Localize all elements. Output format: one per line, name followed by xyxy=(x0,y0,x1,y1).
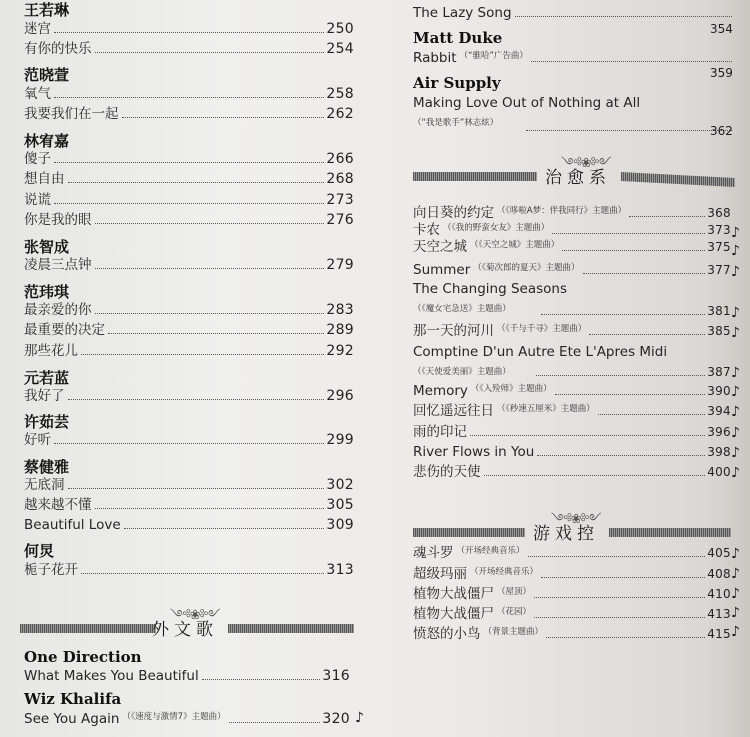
flourish-icon: ༺❀༻ xyxy=(561,156,611,171)
song-title: 说谎 xyxy=(24,192,51,208)
leader-dots xyxy=(546,636,705,638)
song-title: 最亲爱的你 xyxy=(24,302,92,318)
artist-heading: 林宥嘉 xyxy=(24,132,70,150)
toc-entry[interactable] xyxy=(413,402,731,420)
section-title: 治愈系 xyxy=(545,168,611,188)
song-note: （《我的野蛮女友》主题曲） xyxy=(443,223,550,233)
page-number: 362 xyxy=(710,124,733,138)
artist-heading: Wiz Khalifa xyxy=(24,690,122,708)
leader-dots xyxy=(54,202,324,204)
toc-entry[interactable] xyxy=(24,496,354,514)
song-title: Beautiful Love xyxy=(24,517,121,533)
leader-dots xyxy=(68,398,325,400)
song-note: （《秒速五厘米》主题曲） xyxy=(497,404,595,414)
song-title: 天空之城 xyxy=(413,239,467,255)
toc-entry[interactable] xyxy=(413,443,731,461)
music-note-icon: ♪ xyxy=(731,566,740,582)
toc-entry[interactable] xyxy=(24,342,354,360)
song-note: （屋顶） xyxy=(497,587,532,597)
music-note-icon: ♪ xyxy=(731,425,740,441)
page-number: 390 xyxy=(707,384,731,398)
page-number: 254 xyxy=(326,41,354,57)
leader-dots xyxy=(583,272,706,274)
flourish-icon: ༺❀༻ xyxy=(551,512,601,527)
leader-dots xyxy=(54,31,324,33)
song-note: （花园） xyxy=(497,607,532,617)
song-title: 最重要的决定 xyxy=(24,322,105,338)
leader-dots xyxy=(54,442,324,444)
section-header-games xyxy=(413,506,735,546)
song-title: River Flows in You xyxy=(413,444,535,460)
song-title: 回忆遥远往日 xyxy=(413,403,494,419)
artist-heading: 范玮琪 xyxy=(24,283,70,301)
song-title: Comptine D'un Autre Ete L'Apres Midi xyxy=(413,344,668,360)
song-title: 我好了 xyxy=(24,388,65,404)
section-bar xyxy=(609,528,731,537)
toc-entry[interactable] xyxy=(413,463,731,481)
music-note-icon: ♪ xyxy=(731,445,740,461)
section-bar xyxy=(413,528,525,537)
toc-entry[interactable] xyxy=(24,40,354,58)
leader-dots xyxy=(589,333,705,335)
song-note: （《天空之城》主题曲） xyxy=(470,240,560,250)
leader-dots xyxy=(629,215,705,217)
leader-dots xyxy=(526,129,732,131)
page-number: 359 xyxy=(710,66,733,80)
page-number: 381 xyxy=(707,304,731,318)
song-title: 你是我的眼 xyxy=(24,212,92,228)
section-header-foreign xyxy=(24,602,354,642)
song-title: The Lazy Song xyxy=(413,5,512,21)
toc-entry[interactable] xyxy=(413,382,731,400)
song-title: 栀子花开 xyxy=(24,562,78,578)
toc-entry[interactable] xyxy=(24,667,350,685)
song-title: Memory xyxy=(413,383,468,399)
song-title: Making Love Out of Nothing at All xyxy=(413,95,641,111)
toc-entry[interactable] xyxy=(413,280,731,298)
leader-line xyxy=(538,302,731,320)
song-title: 有你的快乐 xyxy=(24,41,92,57)
song-note: （“我是歌手”林志炫） xyxy=(413,118,499,128)
toc-entry[interactable] xyxy=(413,343,735,361)
toc-entry[interactable] xyxy=(413,585,731,603)
page-number: 273 xyxy=(326,192,354,208)
song-title: 越来越不懂 xyxy=(24,497,92,513)
song-title: Rabbit xyxy=(413,50,457,66)
leader-dots xyxy=(124,527,325,529)
leader-dots xyxy=(95,312,325,314)
leader-dots xyxy=(81,572,324,574)
leader-dots xyxy=(68,487,325,489)
page-number: 354 xyxy=(710,22,733,36)
toc-entry[interactable] xyxy=(413,238,731,256)
song-title: 傻子 xyxy=(24,151,51,167)
page-number: 410 xyxy=(707,587,731,601)
page-number: 405 xyxy=(707,546,731,560)
page-number: 292 xyxy=(326,343,354,359)
song-note: （背景主题曲） xyxy=(483,627,544,637)
song-title: 悲伤的天使 xyxy=(413,464,481,480)
leader-dots xyxy=(555,393,706,395)
artist-heading: Matt Duke xyxy=(413,29,503,47)
song-note: （《菊次郎的夏天》主题曲） xyxy=(473,263,580,273)
toc-entry[interactable] xyxy=(413,322,731,340)
leader-dots xyxy=(95,507,325,509)
page-number: 400 xyxy=(707,465,731,479)
leader-dots xyxy=(534,616,705,618)
music-note-icon: ♪ xyxy=(731,243,740,259)
music-note-icon: ♪ xyxy=(731,586,740,602)
page-number: 316 xyxy=(322,668,350,684)
toc-entry[interactable] xyxy=(24,301,354,319)
toc-entry[interactable] xyxy=(413,4,735,22)
music-note-icon: ♪ xyxy=(731,605,740,621)
music-note-icon: ♪ xyxy=(731,305,740,321)
music-note-icon: ♪ xyxy=(731,225,740,241)
toc-entry[interactable] xyxy=(413,544,731,562)
music-note-icon: ♪ xyxy=(731,365,740,381)
toc-entry[interactable] xyxy=(24,150,354,168)
music-note-icon: ♪ xyxy=(731,624,740,640)
artist-heading: 何炅 xyxy=(24,542,55,560)
leader-dots xyxy=(54,161,324,163)
leader-dots xyxy=(229,721,321,723)
page-number: 375 xyxy=(707,240,731,254)
page-number: 283 xyxy=(326,302,354,318)
page-number: 266 xyxy=(326,151,354,167)
leader-dots xyxy=(515,15,732,17)
toc-entry[interactable] xyxy=(413,625,731,643)
page-number: 396 xyxy=(707,425,731,439)
leader-dots xyxy=(202,678,321,680)
artist-heading: Air Supply xyxy=(413,74,501,92)
page-number: 309 xyxy=(326,517,354,533)
music-note-icon: ♪ xyxy=(731,384,740,400)
leader-dots xyxy=(531,60,732,62)
section-bar xyxy=(20,624,156,633)
music-note-icon: ♪ xyxy=(731,264,740,280)
toc-entry[interactable] xyxy=(24,256,354,274)
page-number: 320 xyxy=(322,711,350,727)
leader-dots xyxy=(537,454,705,456)
artist-heading: 元若蓝 xyxy=(24,369,70,387)
song-title: 魂斗罗 xyxy=(413,545,454,561)
song-title: 植物大战僵尸 xyxy=(413,606,494,622)
song-note: （《速度与激情7》主题曲） xyxy=(122,712,226,722)
leader-line xyxy=(523,118,735,136)
artist-heading: 王若琳 xyxy=(24,1,70,19)
page-number: 398 xyxy=(707,445,731,459)
song-note: （“骓哈”广告曲） xyxy=(459,51,528,61)
song-note: （开场经典音乐） xyxy=(456,546,525,556)
song-title: 无底洞 xyxy=(24,477,65,493)
toc-entry[interactable] xyxy=(24,191,354,209)
page-number: 385 xyxy=(707,324,731,338)
leader-dots xyxy=(68,181,325,183)
leader-dots xyxy=(470,434,705,436)
leader-dots xyxy=(528,555,706,557)
song-title: 我要我们在一起 xyxy=(24,106,119,122)
toc-entry[interactable] xyxy=(413,423,731,441)
flourish-icon: ༺❀༻ xyxy=(170,608,220,623)
page-number: 368 xyxy=(707,206,731,220)
artist-heading: 张智成 xyxy=(24,238,70,256)
music-note-icon: ♪ xyxy=(731,404,740,420)
leader-dots xyxy=(598,413,705,415)
page-number: 413 xyxy=(707,607,731,621)
song-title: 那一天的河川 xyxy=(413,323,494,339)
leader-dots xyxy=(95,51,325,53)
toc-entry[interactable] xyxy=(24,105,354,123)
page-number: 387 xyxy=(707,365,731,379)
page-number: 296 xyxy=(326,388,354,404)
page-number: 394 xyxy=(707,404,731,418)
toc-entry[interactable] xyxy=(24,476,354,494)
leader-dots xyxy=(95,267,325,269)
song-title: What Makes You Beautiful xyxy=(24,668,199,684)
artist-heading: 蔡健雅 xyxy=(24,458,70,476)
section-bar xyxy=(228,624,354,633)
song-title: 那些花儿 xyxy=(24,343,78,359)
toc-entry[interactable] xyxy=(24,561,354,579)
leader-dots xyxy=(536,374,705,376)
song-title: 凌晨三点钟 xyxy=(24,257,92,273)
page-number: 268 xyxy=(326,171,354,187)
song-title: 卡农 xyxy=(413,222,440,238)
section-title: 外文歌 xyxy=(152,620,218,640)
song-title: 超级玛丽 xyxy=(413,566,467,582)
music-note-icon: ♪ xyxy=(731,325,740,341)
page-number: 377 xyxy=(707,263,731,277)
toc-entry[interactable] xyxy=(24,170,354,188)
toc-entry[interactable] xyxy=(413,221,731,239)
leader-dots xyxy=(122,116,325,118)
toc-entry[interactable] xyxy=(413,261,731,279)
song-title: 愤怒的小鸟 xyxy=(413,626,481,642)
leader-dots xyxy=(484,474,706,476)
page-number: 408 xyxy=(707,567,731,581)
song-title: The Changing Seasons xyxy=(413,281,567,297)
toc-entry[interactable] xyxy=(413,605,731,623)
music-note-icon: ♪ xyxy=(731,465,740,481)
page-number: 415 xyxy=(707,627,731,641)
leader-dots xyxy=(108,332,324,334)
toc-entry[interactable] xyxy=(24,431,354,449)
song-note: （《千与千寻》主题曲） xyxy=(497,324,587,334)
section-bar xyxy=(413,172,537,181)
song-note: （开场经典音乐） xyxy=(470,567,539,577)
page-number: 313 xyxy=(326,562,354,578)
song-title: 好听 xyxy=(24,432,51,448)
toc-entry[interactable] xyxy=(24,710,350,728)
leader-line xyxy=(533,363,731,381)
song-note: （《天使爱美丽》主题曲） xyxy=(413,367,511,377)
page-number: 299 xyxy=(326,432,354,448)
toc-entry[interactable] xyxy=(24,516,354,534)
song-title: 雨的印记 xyxy=(413,424,467,440)
section-bar xyxy=(621,172,735,187)
page-number: 373 xyxy=(707,223,731,237)
page-number: 279 xyxy=(326,257,354,273)
song-note: （《哆啦A梦：伴我同行》主题曲） xyxy=(497,206,627,216)
page-number: 302 xyxy=(326,477,354,493)
song-title: See You Again xyxy=(24,711,120,727)
leader-dots xyxy=(81,353,324,355)
artist-heading: 范晓萱 xyxy=(24,66,70,84)
leader-dots xyxy=(534,596,705,598)
toc-entry[interactable] xyxy=(413,49,735,67)
toc-entry[interactable] xyxy=(24,321,354,339)
page-number: 258 xyxy=(326,86,354,102)
leader-dots xyxy=(54,96,324,98)
song-note: （《魔女宅急送》主题曲） xyxy=(413,304,511,314)
music-note-icon: ♪ xyxy=(355,710,364,726)
leader-dots xyxy=(95,222,325,224)
page-number: 276 xyxy=(326,212,354,228)
song-title: Summer xyxy=(413,262,471,278)
song-title: 氧气 xyxy=(24,86,51,102)
section-title: 游戏控 xyxy=(533,524,599,544)
leader-dots xyxy=(562,249,705,251)
leader-dots xyxy=(552,232,705,234)
artist-heading: One Direction xyxy=(24,648,142,666)
song-note: （《入殓师》主题曲） xyxy=(470,384,552,394)
section-header-healing xyxy=(413,150,735,190)
toc-entry[interactable] xyxy=(413,565,731,583)
toc-entry[interactable] xyxy=(24,211,354,229)
toc-entry[interactable] xyxy=(413,94,735,112)
artist-heading: 许茹芸 xyxy=(24,413,70,431)
song-title: 迷宫 xyxy=(24,21,51,37)
toc-entry[interactable] xyxy=(24,387,354,405)
song-title: 植物大战僵尸 xyxy=(413,586,494,602)
leader-dots xyxy=(541,576,705,578)
song-title: 向日葵的约定 xyxy=(413,205,494,221)
toc-entry[interactable] xyxy=(24,20,354,38)
page-number: 289 xyxy=(326,322,354,338)
leader-dots xyxy=(541,313,705,315)
toc-entry[interactable] xyxy=(24,85,354,103)
page-number: 305 xyxy=(326,497,354,513)
music-note-icon: ♪ xyxy=(731,546,740,562)
page-number: 262 xyxy=(326,106,354,122)
page-number: 250 xyxy=(326,21,354,37)
song-title: 想自由 xyxy=(24,171,65,187)
